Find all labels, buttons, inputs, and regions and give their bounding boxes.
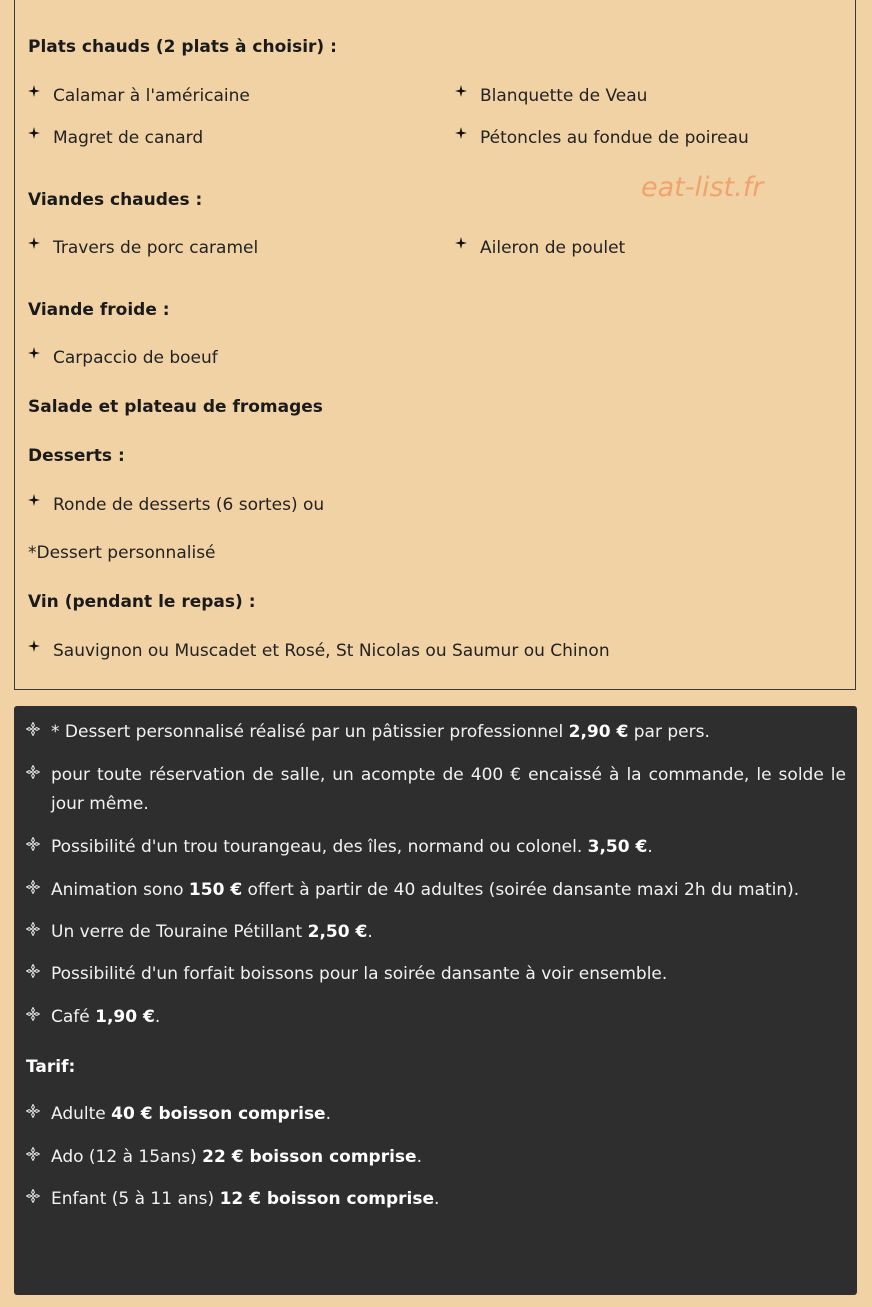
list-item: Carpaccio de boeuf xyxy=(28,348,218,368)
vin-heading: Vin (pendant le repas) : xyxy=(28,592,256,612)
diamond-dots-icon xyxy=(26,1007,40,1021)
info-item: Café 1,90 €. xyxy=(26,1003,846,1032)
info-item: Possibilité d'un trou tourangeau, des îles, normand ou colonel. 3,50 €. xyxy=(26,833,846,862)
viandes-chaudes-heading: Viandes chaudes : xyxy=(28,190,203,210)
list-item: Ronde de desserts (6 sortes) ou xyxy=(28,495,324,515)
list-item: Travers de porc caramel xyxy=(28,238,258,258)
sparkle-icon xyxy=(28,494,40,506)
sparkle-icon xyxy=(28,127,40,139)
plats-chauds-heading: Plats chauds (2 plats à choisir) : xyxy=(28,37,337,57)
info-item: pour toute réservation de salle, un acompte de 400 € encaissé à la commande, le solde le jour même. xyxy=(26,761,846,819)
list-item: Blanquette de Veau xyxy=(455,86,647,106)
info-item: Un verre de Touraine Pétillant 2,50 €. xyxy=(26,918,846,947)
info-item: * Dessert personnalisé réalisé par un pâtissier professionnel 2,90 € par pers. xyxy=(26,718,846,747)
desserts-heading: Desserts : xyxy=(28,446,125,466)
watermark: eat-list.fr xyxy=(641,172,764,203)
list-item: Calamar à l'américaine xyxy=(28,86,250,106)
sparkle-icon xyxy=(455,85,467,97)
diamond-dots-icon xyxy=(26,1147,40,1161)
diamond-dots-icon xyxy=(26,722,40,736)
sparkle-icon xyxy=(455,127,467,139)
diamond-dots-icon xyxy=(26,765,40,779)
salade-heading: Salade et plateau de fromages xyxy=(28,397,323,417)
tarif-item: Enfant (5 à 11 ans) 12 € boisson comprise. xyxy=(26,1185,846,1214)
sparkle-icon xyxy=(28,640,40,652)
sparkle-icon xyxy=(28,347,40,359)
tarif-item: Adulte 40 € boisson comprise. xyxy=(26,1100,846,1129)
diamond-dots-icon xyxy=(26,837,40,851)
info-item: Possibilité d'un forfait boissons pour la soirée dansante à voir ensemble. xyxy=(26,960,846,989)
list-item: Sauvignon ou Muscadet et Rosé, St Nicolas ou Saumur ou Chinon xyxy=(28,641,610,661)
info-box xyxy=(14,706,857,1295)
info-item: Animation sono 150 € offert à partir de 40 adultes (soirée dansante maxi 2h du matin). xyxy=(26,876,846,905)
sparkle-icon xyxy=(28,237,40,249)
sparkle-icon xyxy=(28,85,40,97)
dessert-note: *Dessert personnalisé xyxy=(28,543,216,563)
sparkle-icon xyxy=(455,237,467,249)
list-item: Magret de canard xyxy=(28,128,203,148)
diamond-dots-icon xyxy=(26,964,40,978)
diamond-dots-icon xyxy=(26,880,40,894)
tarif-heading: Tarif: xyxy=(26,1057,76,1077)
diamond-dots-icon xyxy=(26,1189,40,1203)
diamond-dots-icon xyxy=(26,1104,40,1118)
diamond-dots-icon xyxy=(26,922,40,936)
list-item: Pétoncles au fondue de poireau xyxy=(455,128,749,148)
tarif-item: Ado (12 à 15ans) 22 € boisson comprise. xyxy=(26,1143,846,1172)
viande-froide-heading: Viande froide : xyxy=(28,300,170,320)
list-item: Aileron de poulet xyxy=(455,238,625,258)
